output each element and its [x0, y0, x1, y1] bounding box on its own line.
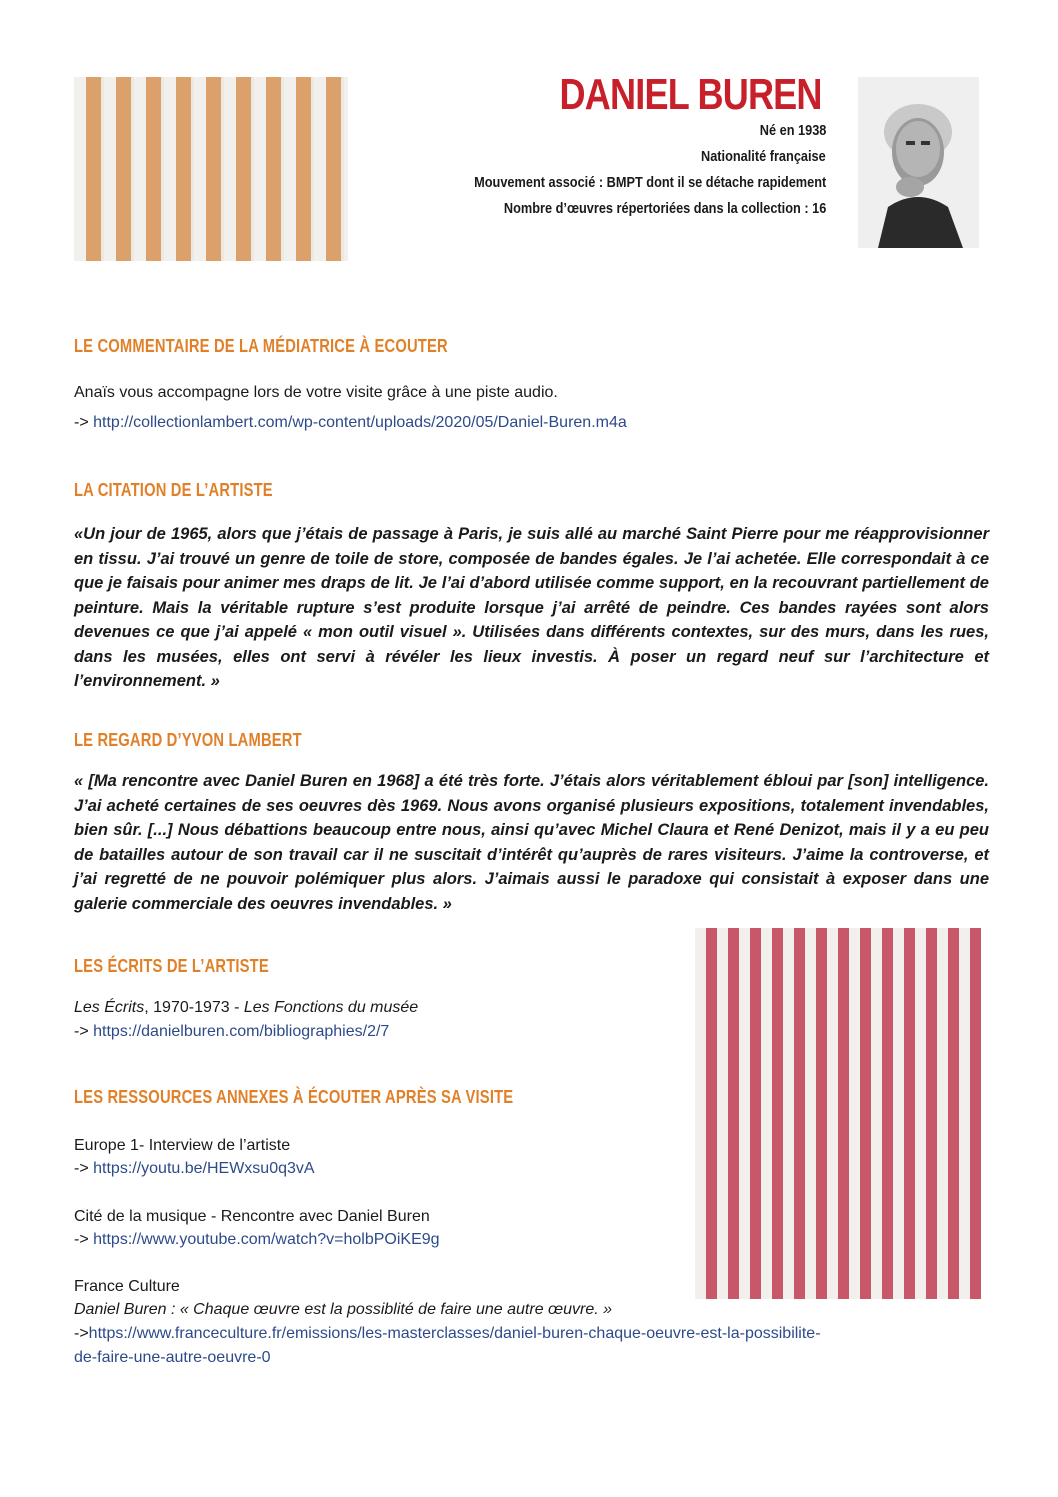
commentary-audio-link[interactable]: http://collectionlambert.com/wp-content/uploads/2020/05/Daniel-Buren.m4a — [93, 414, 627, 431]
artist-works-count: Nombre d’œuvres répertoriées dans la collection : 16 — [503, 200, 826, 217]
ecrits-subtitle: Les Fonctions du musée — [243, 999, 419, 1016]
ecrits-title-line — [74, 999, 418, 1017]
resource-cite-musique-link-line — [74, 1231, 440, 1249]
artist-name: DANIEL BUREN — [559, 70, 822, 119]
arrow-text: -> — [74, 1160, 94, 1177]
resource-cite-musique-label: Cité de la musique - Rencontre avec Daniel Buren — [74, 1208, 430, 1225]
artist-birth: Né en 1938 — [759, 122, 826, 139]
ecrits-heading: LES ÉCRITS DE L’ARTISTE — [74, 956, 269, 976]
citation-quote: «Un jour de 1965, alors que j’étais de passage à Paris, je suis allé au marché Saint Pierre pour me réapprovisionner en tissu. J’ai trouvé un genre de toile de store, composée de bandes égales. Je l’ai achetée. Elle correspondait à ce que je faisais pour animer mes draps de lit. Je l’ai d’abord utilisée comme support, en la recouvrant partiellement de peinture. Mais la véritable rupture s’est produite lorsque j’ai arrêté de peindre. Ces bandes rayées sont alors devenues ce que j’ai appelé « mon outil visuel ». Utilisées dans différents contextes, sur des murs, dans les rues, dans les musées, elles ont servi à révéler les lieux investis. À poser un regard neuf sur l’architecture et l’environnement. » — [74, 525, 989, 690]
regard-quote: « [Ma rencontre avec Daniel Buren en 1968] a été très forte. J’étais alors véritablement ébloui par [son] intelligence. J’ai acheté certaines de ses oeuvres dès 1969. Nous avons organisé plusieurs expositions, totalement invendables, bien sûr. [...] Nous débattions beaucoup entre nous, ainsi qu’avec Michel Claura et René Denizot, mais il y a eu peu de batailles autour de son travail car il ne suscitait d’intérêt qu’auprès de rares visiteurs. J’aime la controverse, et j’ai regretté de ne pouvoir polémiquer plus alors. J’aimais aussi le paradoxe qui consistait à exposer dans une galerie commerciale des oeuvres invendables. » — [74, 772, 989, 913]
citation-heading: LA CITATION DE L’ARTISTE — [74, 480, 273, 500]
artist-portrait — [858, 77, 979, 248]
artist-nationality: Nationalité française — [701, 148, 826, 165]
portrait-illustration — [858, 77, 979, 248]
regard-heading: LE REGARD D’YVON LAMBERT — [74, 730, 302, 750]
ecrits-title: Les Écrits — [74, 999, 145, 1016]
artist-movement: Mouvement associé : BMPT dont il se détache rapidement — [473, 174, 826, 191]
resource-france-culture-link-continued[interactable]: de-faire-une-autre-oeuvre-0 — [74, 1349, 271, 1366]
arrow-text: -> — [74, 1023, 94, 1040]
resource-europe1-link[interactable]: https://youtu.be/HEWxsu0q3vA — [93, 1160, 315, 1177]
artwork-image-orange-stripes — [74, 77, 348, 261]
arrow-text: -> — [74, 1231, 94, 1248]
arrow-text: -> — [74, 414, 94, 431]
resource-france-culture-label: France Culture — [74, 1278, 180, 1295]
arrow-text: -> — [74, 1325, 89, 1342]
resource-france-culture-link-line-2 — [74, 1349, 271, 1367]
resource-europe1-label: Europe 1- Interview de l’artiste — [74, 1137, 291, 1154]
commentary-heading: LE COMMENTAIRE DE LA MÉDIATRICE À ECOUTER — [74, 336, 448, 356]
artwork-image-red-stripes — [695, 928, 981, 1299]
resource-france-culture-link-line — [74, 1325, 821, 1343]
resource-france-culture-quote: Daniel Buren : « Chaque œuvre est la possiblité de faire une autre œuvre. » — [74, 1301, 613, 1318]
ecrits-link-line — [74, 1023, 389, 1041]
resource-europe1-link-line — [74, 1160, 315, 1178]
resource-cite-musique-link[interactable]: https://www.youtube.com/watch?v=holbPOiKE9g — [93, 1231, 440, 1248]
ecrits-link[interactable]: https://danielburen.com/bibliographies/2/7 — [93, 1023, 390, 1040]
commentary-link-line — [74, 414, 627, 432]
ressources-heading: LES RESSOURCES ANNEXES À ÉCOUTER APRÈS SA VISITE — [74, 1087, 514, 1107]
resource-france-culture-link[interactable]: https://www.franceculture.fr/emissions/les-masterclasses/daniel-buren-chaque-oeuvre-est-la-possibilite- — [88, 1325, 821, 1342]
commentary-text: Anaïs vous accompagne lors de votre visite grâce à une piste audio. — [74, 384, 558, 401]
ecrits-years: , 1970-1973 - — [144, 999, 244, 1016]
